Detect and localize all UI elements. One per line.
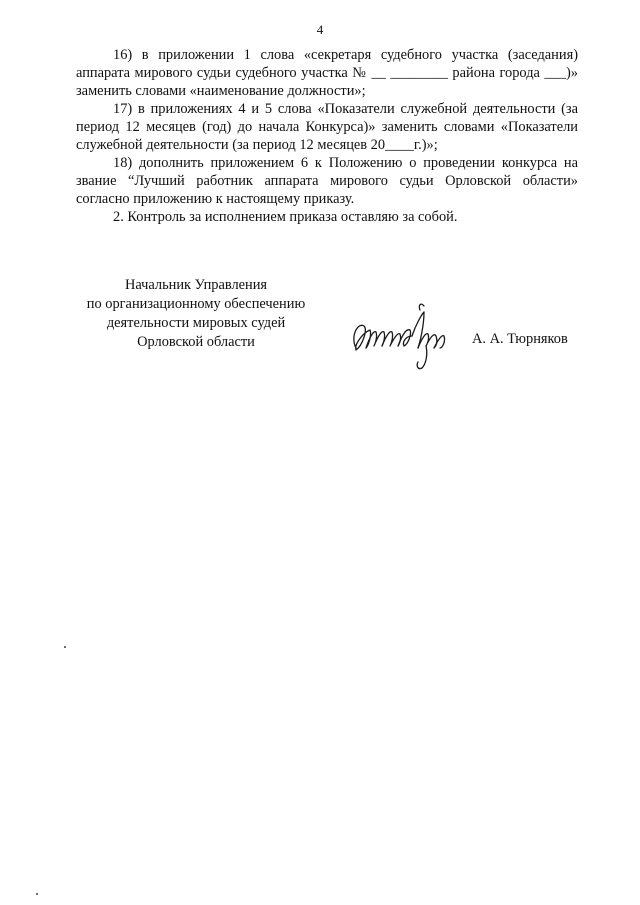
signatory-title-line: по организационному обеспечению (86, 296, 306, 312)
paragraph-control-clause: 2. Контроль за исполнением приказа оставляю за собой. (113, 209, 458, 225)
paragraph-item-16: 16) в приложении 1 слова «секретаря судебного участка (заседания) аппарата мирового судьи судебного участка № __ ________ района города ___)» заменить словами «наименование должности»; (76, 47, 578, 99)
signatory-title-line: Орловской области (137, 334, 255, 350)
handwritten-signature (342, 296, 460, 376)
signatory-name: А. А. Тюрняков (472, 331, 568, 347)
paragraph-item-17: 17) в приложениях 4 и 5 слова «Показатели служебной деятельности (за период 12 месяцев (год) до начала Конкурса)» заменить словами «Показатели служебной деятельности (за период 12 месяцев 20____г.)»; (76, 101, 578, 153)
order-body-text (76, 46, 578, 226)
signatory-title-line: деятельности мировых судей (106, 315, 286, 331)
scan-speck (64, 646, 66, 648)
page-number: 4 (316, 22, 324, 37)
paragraph-item-18: 18) дополнить приложением 6 к Положению о проведении конкурса на звание “Лучший работник аппарата мирового судьи Орловской области» согласно приложению к настоящему приказу. (76, 155, 578, 207)
signatory-title-line: Начальник Управления (124, 277, 268, 293)
signatory-title-block (66, 276, 326, 352)
scan-speck (36, 893, 38, 895)
